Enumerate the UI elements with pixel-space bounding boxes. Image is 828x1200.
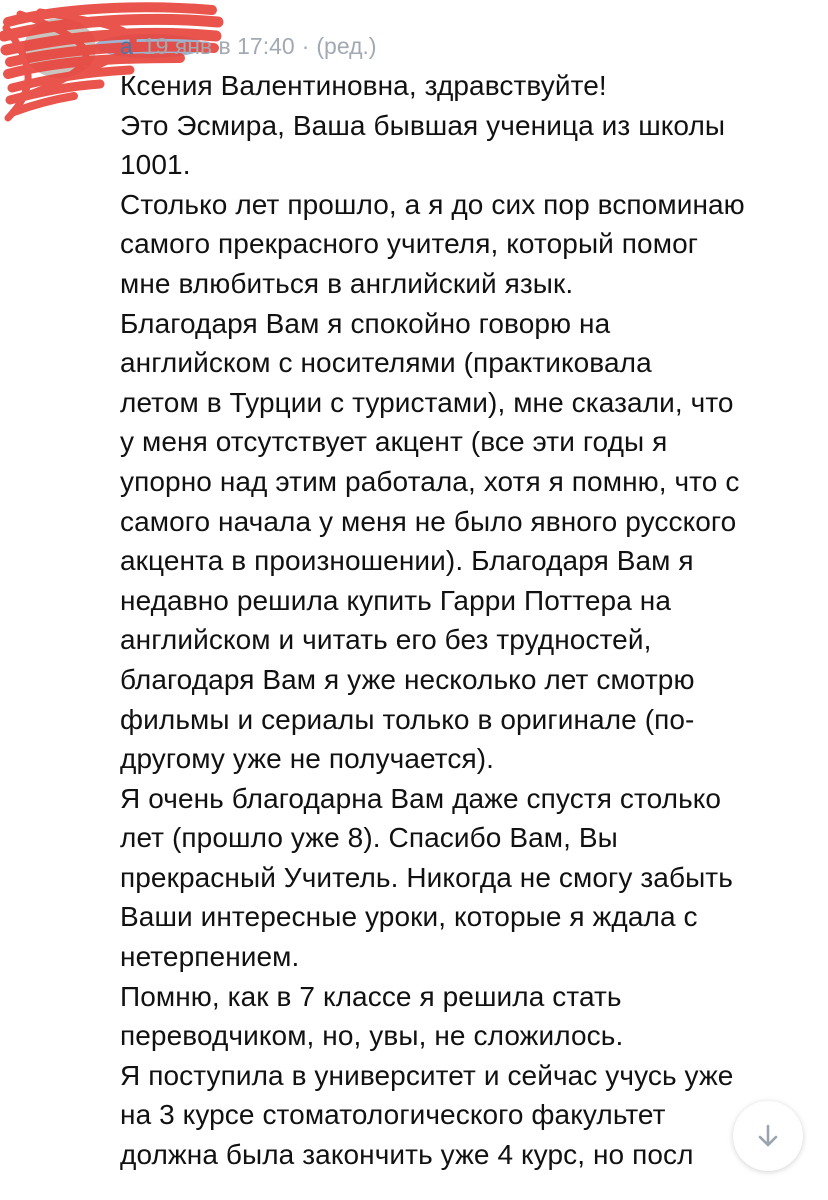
message-line: 1001. xyxy=(120,149,191,181)
meta-separator: · xyxy=(301,33,310,59)
message-line: акцента в произношении). Благодаря Вам я xyxy=(120,545,694,577)
message-line: лет (прошло уже 8). Спасибо Вам, Вы xyxy=(120,822,618,854)
message-line: фильмы и сериалы только в оригинале (по- xyxy=(120,703,695,735)
message-line: английском и читать его без трудностей, xyxy=(120,624,652,656)
scroll-down-button[interactable] xyxy=(733,1101,803,1171)
message-line: Помню, как в 7 классе я решила стать xyxy=(120,980,622,1012)
message-header xyxy=(120,30,377,62)
message-text xyxy=(120,66,820,1175)
message-line: самого прекрасного учителя, который помог xyxy=(120,228,699,260)
message-line: Благодаря Вам я спокойно говорю на xyxy=(120,307,611,339)
message-line: на 3 курсе стоматологического факультет xyxy=(120,1099,666,1131)
edited-label: (ред.) xyxy=(316,33,377,59)
message-line: должна была закончить уже 4 курс, но посл xyxy=(120,1139,694,1171)
message-date[interactable]: 19 янв в 17:40 xyxy=(142,33,295,59)
message-meta xyxy=(143,30,377,62)
message-line: Я очень благодарна Вам даже спустя столько xyxy=(120,782,722,814)
message-line: мне влюбиться в английский язык. xyxy=(120,267,574,299)
message-line: недавно решила купить Гарри Поттера на xyxy=(120,584,671,616)
message-line: Ксения Валентиновна, здравствуйте! xyxy=(120,70,607,101)
message-line: переводчиком, но, увы, не сложилось. xyxy=(120,1020,624,1052)
message-line: Ваши интересные уроки, которые я ждала с xyxy=(120,901,698,933)
message-line: благодаря Вам я уже несколько лет смотрю xyxy=(120,663,695,695)
message-line: летом в Турции с туристами), мне сказали, что xyxy=(120,386,734,418)
viewport-bottom-edge xyxy=(0,1188,828,1200)
message-line: Я поступила в университет и сейчас учусь уже xyxy=(120,1059,734,1091)
message-line: английском с носителями (практиковала xyxy=(120,347,652,379)
message-line: нетерпением. xyxy=(120,941,300,973)
arrow-down-icon xyxy=(753,1121,783,1151)
message-line: Это Эсмира, Ваша бывшая ученица из школы xyxy=(120,109,726,141)
message-line: другому уже не получается). xyxy=(120,743,495,775)
message-line: прекрасный Учитель. Никогда не смогу забыть xyxy=(120,861,733,893)
author-name[interactable]: а xyxy=(120,33,133,59)
message-line: самого начала у меня не было явного русского xyxy=(120,505,737,537)
message-line: упорно над этим работала, хотя я помню, что с xyxy=(120,465,740,497)
message-line: Столько лет прошло, а я до сих пор вспоминаю xyxy=(120,188,745,220)
message-line: у меня отсутствует акцент (все эти годы я xyxy=(120,426,668,458)
